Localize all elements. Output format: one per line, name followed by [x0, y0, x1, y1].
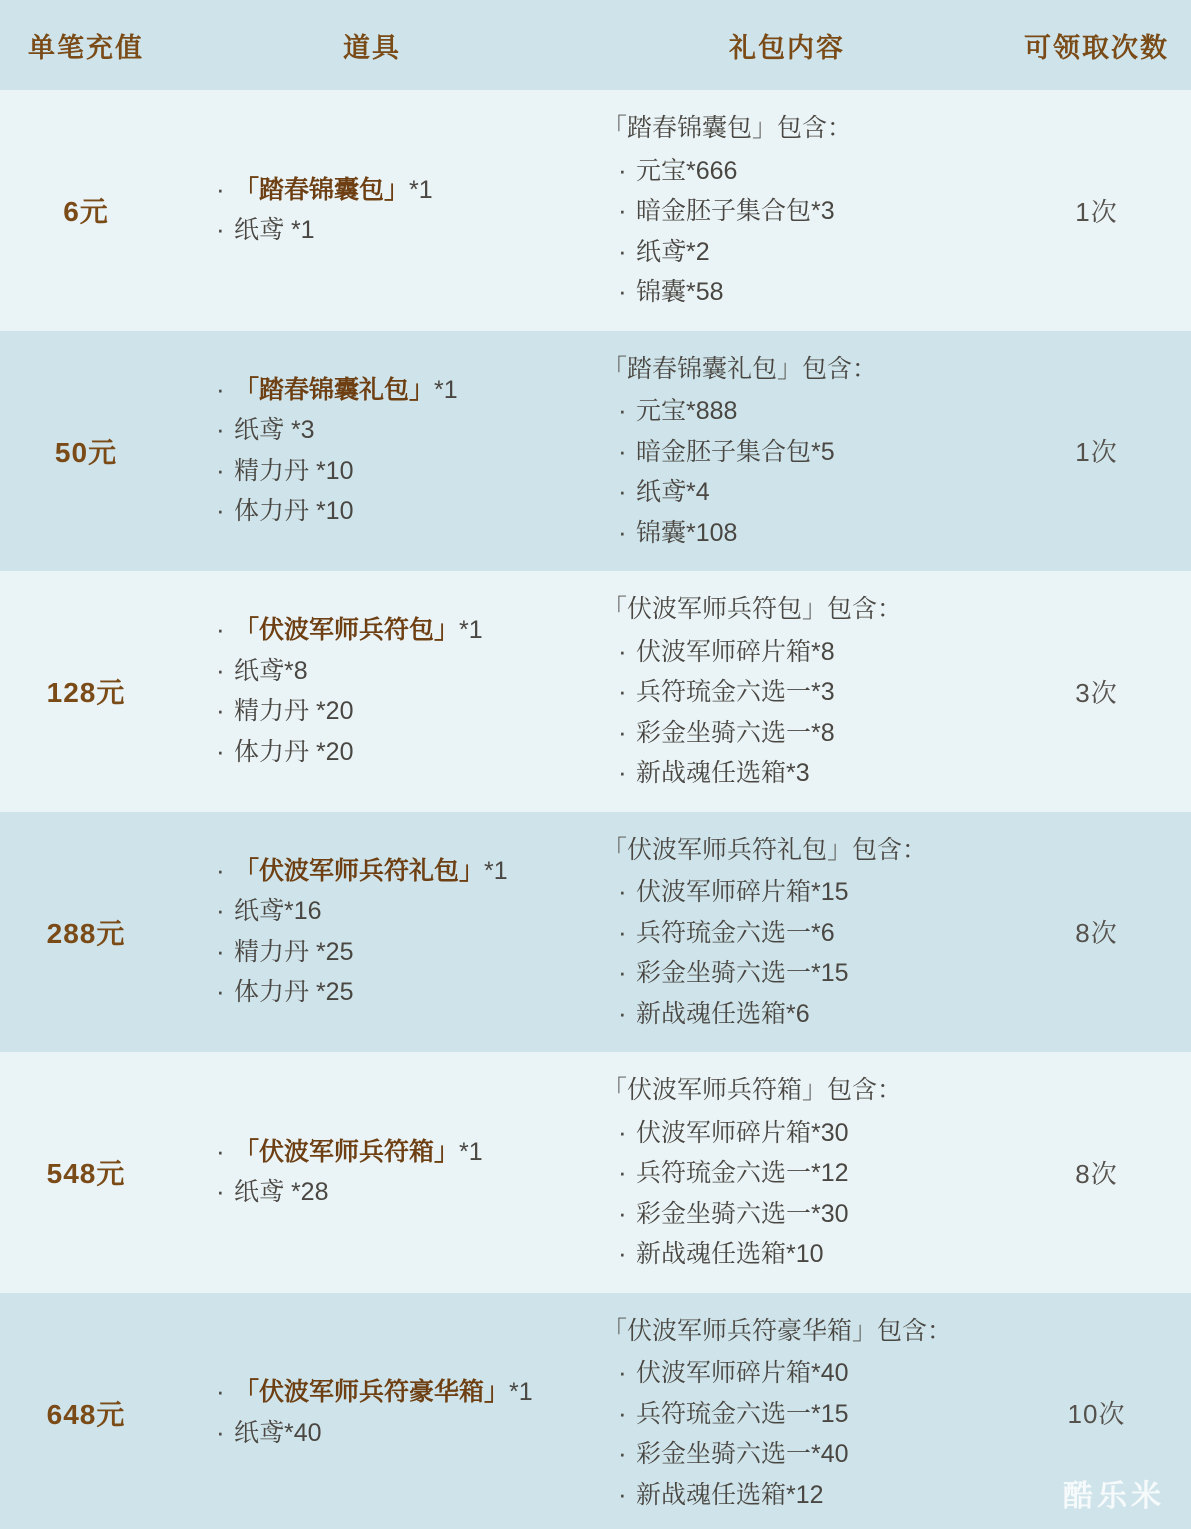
- item-list: [208, 610, 562, 772]
- item-name: 「伏波军师兵符豪华箱」: [234, 1378, 510, 1407]
- column-header-content: 礼包内容: [572, 0, 1002, 90]
- cell-recharge-amount: 548元: [0, 1052, 172, 1293]
- pack-content-title: 「踏春锦囊礼包」包含：: [602, 354, 878, 383]
- item-name: 「伏波军师兵符包」: [234, 616, 460, 645]
- table-header: [0, 0, 1191, 90]
- item-list: [208, 851, 562, 1013]
- list-item: [208, 651, 562, 692]
- list-item: [208, 1372, 562, 1413]
- cell-claim-times: 8次: [1002, 812, 1191, 1053]
- item-quantity: *1: [459, 616, 483, 645]
- cell-items: [172, 331, 572, 572]
- list-item: · 元宝*888: [602, 391, 992, 432]
- list-item: · 彩金坐骑六选一*40: [602, 1434, 992, 1475]
- item-name: 精力丹 *25: [234, 937, 354, 966]
- cell-claim-times: 3次: [1002, 571, 1191, 812]
- cell-recharge-amount: 6元: [0, 90, 172, 331]
- table-row: [0, 1293, 1191, 1529]
- list-item: · 新战魂任选箱*3: [602, 753, 992, 794]
- list-item: [208, 732, 562, 773]
- list-item: [208, 610, 562, 651]
- list-item: · 彩金坐骑六选一*8: [602, 713, 992, 754]
- list-item: [208, 370, 562, 411]
- cell-pack-content: [572, 812, 1002, 1053]
- table-row: [0, 1052, 1191, 1293]
- item-name: 纸鸢 *28: [234, 1178, 329, 1207]
- pack-content-list: [602, 1353, 992, 1515]
- list-item: · 纸鸢*4: [602, 472, 992, 513]
- cell-items: [172, 90, 572, 331]
- watermark: 酷乐米: [1063, 1480, 1165, 1513]
- cell-pack-content: [572, 1052, 1002, 1293]
- item-name: 纸鸢 *1: [234, 216, 315, 245]
- cell-pack-content: [572, 1293, 1002, 1529]
- list-item: [208, 1132, 562, 1173]
- list-item: [208, 932, 562, 973]
- list-item: · 伏波军师碎片箱*40: [602, 1353, 992, 1394]
- item-name: 体力丹 *25: [234, 978, 354, 1007]
- list-item: · 伏波军师碎片箱*30: [602, 1113, 992, 1154]
- list-item: [208, 451, 562, 492]
- cell-recharge-amount: 50元: [0, 331, 172, 572]
- column-header-times: 可领取次数: [1002, 0, 1191, 90]
- cell-pack-content: [572, 571, 1002, 812]
- cell-items: [172, 812, 572, 1053]
- cell-recharge-amount: 128元: [0, 571, 172, 812]
- cell-recharge-amount: 288元: [0, 812, 172, 1053]
- cell-recharge-amount: 648元: [0, 1293, 172, 1529]
- list-item: · 元宝*666: [602, 151, 992, 192]
- list-item: · 新战魂任选箱*6: [602, 994, 992, 1035]
- item-quantity: *1: [409, 175, 433, 204]
- item-list: [208, 170, 562, 251]
- list-item: · 锦囊*58: [602, 272, 992, 313]
- table-row: [0, 90, 1191, 331]
- list-item: [208, 491, 562, 532]
- table-row: [0, 571, 1191, 812]
- item-name: 「踏春锦囊包」: [234, 175, 410, 204]
- pack-content-title: 「伏波军师兵符豪华箱」包含：: [602, 1316, 953, 1345]
- pack-content-title: 「伏波军师兵符箱」包含：: [602, 1076, 903, 1104]
- pack-content-list: [602, 151, 992, 313]
- list-item: [208, 691, 562, 732]
- cell-claim-times: 10次: [1002, 1293, 1191, 1529]
- cell-pack-content: [572, 90, 1002, 331]
- list-item: [208, 891, 562, 932]
- pack-content-list: [602, 1113, 992, 1275]
- pack-content-list: [602, 632, 992, 794]
- item-name: 纸鸢*40: [234, 1418, 322, 1447]
- list-item: [208, 851, 562, 892]
- item-list: [208, 1132, 562, 1213]
- cell-pack-content: [572, 331, 1002, 572]
- item-name: 精力丹 *10: [234, 456, 354, 485]
- item-name: 体力丹 *20: [234, 737, 354, 766]
- cell-items: [172, 571, 572, 812]
- item-list: [208, 1372, 562, 1453]
- list-item: · 彩金坐骑六选一*30: [602, 1194, 992, 1235]
- list-item: · 新战魂任选箱*12: [602, 1475, 992, 1516]
- list-item: · 兵符琉金六选一*12: [602, 1153, 992, 1194]
- list-item: · 纸鸢*2: [602, 232, 992, 273]
- pack-content-list: [602, 391, 992, 553]
- item-name: 纸鸢*16: [234, 897, 322, 926]
- item-quantity: *1: [484, 856, 508, 885]
- pack-content-list: [602, 872, 992, 1034]
- list-item: [208, 410, 562, 451]
- item-quantity: *1: [434, 375, 458, 404]
- list-item: [208, 1172, 562, 1213]
- item-quantity: *1: [459, 1137, 483, 1166]
- pack-content-title: 「伏波军师兵符礼包」包含：: [602, 835, 928, 864]
- column-header-items: 道具: [172, 0, 572, 90]
- list-item: · 兵符琉金六选一*15: [602, 1394, 992, 1435]
- cell-claim-times: 8次: [1002, 1052, 1191, 1293]
- table-header-row: [0, 0, 1191, 90]
- table-body: [0, 90, 1191, 1529]
- list-item: · 彩金坐骑六选一*15: [602, 953, 992, 994]
- list-item: · 锦囊*108: [602, 513, 992, 554]
- list-item: · 伏波军师碎片箱*15: [602, 872, 992, 913]
- item-name: 「伏波军师兵符礼包」: [234, 856, 485, 885]
- cell-items: [172, 1052, 572, 1293]
- cell-claim-times: 1次: [1002, 331, 1191, 572]
- list-item: [208, 972, 562, 1013]
- item-quantity: *1: [509, 1378, 533, 1407]
- list-item: · 新战魂任选箱*10: [602, 1234, 992, 1275]
- list-item: · 兵符琉金六选一*3: [602, 672, 992, 713]
- pack-content-title: 「伏波军师兵符包」包含：: [602, 595, 903, 623]
- item-name: 体力丹 *10: [234, 497, 354, 526]
- item-name: 「踏春锦囊礼包」: [234, 375, 435, 404]
- table-row: [0, 812, 1191, 1053]
- cell-claim-times: 1次: [1002, 90, 1191, 331]
- list-item: [208, 1413, 562, 1454]
- list-item: · 暗金胚子集合包*5: [602, 432, 992, 473]
- list-item: [208, 210, 562, 251]
- table-row: [0, 331, 1191, 572]
- list-item: · 兵符琉金六选一*6: [602, 913, 992, 954]
- item-name: 精力丹 *20: [234, 697, 354, 726]
- list-item: · 伏波军师碎片箱*8: [602, 632, 992, 673]
- cell-items: [172, 1293, 572, 1529]
- item-name: 纸鸢*8: [234, 656, 308, 685]
- item-list: [208, 370, 562, 532]
- pack-content-title: 「踏春锦囊包」包含：: [602, 114, 853, 142]
- item-name: 纸鸢 *3: [234, 416, 315, 445]
- column-header-recharge: 单笔充值: [0, 0, 172, 90]
- list-item: · 暗金胚子集合包*3: [602, 191, 992, 232]
- item-name: 「伏波军师兵符箱」: [234, 1137, 460, 1166]
- list-item: [208, 170, 562, 211]
